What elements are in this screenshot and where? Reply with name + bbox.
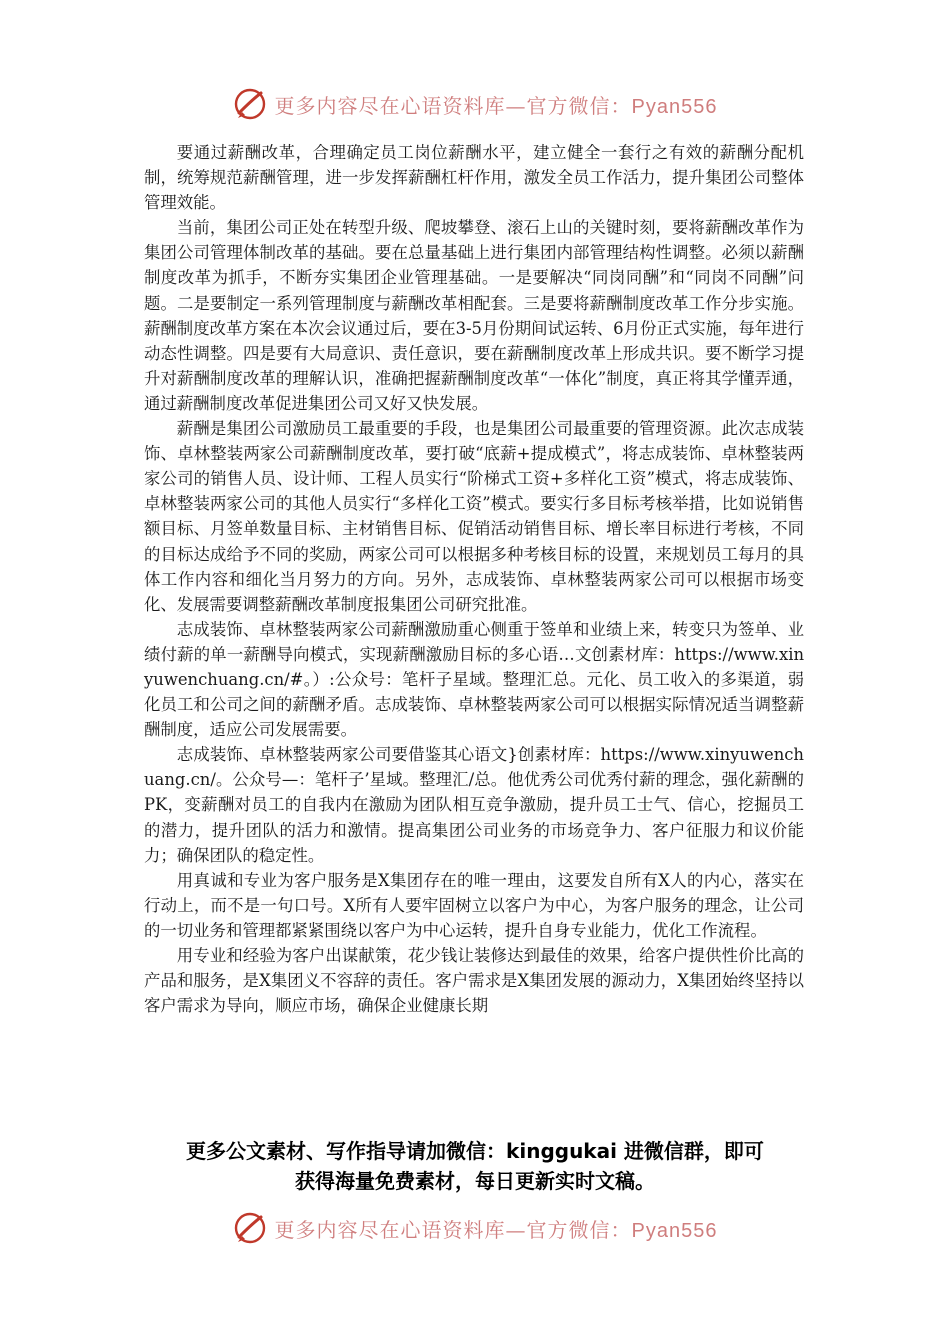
- banner-text: 更多内容尽在心语资料库—官方微信：Pyan556: [274, 93, 718, 118]
- footer-note-line-2: 获得海量免费素材，每日更新实时文稿。: [295, 1169, 655, 1193]
- header-banner: [0, 84, 950, 124]
- paragraph-4: 志成装饰、卓林整装两家公司薪酬激励重心侧重于签单和业绩上来，转变只为签单、业绩付薪的单一薪酬导向模式，实现薪酬激励目标的多心语…文创素材库：https://www.xinyuwenchuang.cn/#。）:公众号：笔杆子星域。整理汇总。元化、员工收入的多渠道，弱化员工和公司之间的薪酬矛盾。志成装饰、卓林整装两家公司可以根据实际情况适当调整薪酬制度，适应公司发展需要。: [144, 619, 804, 740]
- wechat-id: Pyan556: [631, 1219, 718, 1242]
- wechat-id: Pyan556: [631, 95, 718, 118]
- paragraph-2: 当前，集团公司正处在转型升级、爬坡攀登、滚石上山的关键时刻，要将薪酬改革作为集团公司管理体制改革的基础。要在总量基础上进行集团内部管理结构性调整。必须以薪酬制度改革为抓手，不断夯实集团企业管理基础。一是要解决“同岗同酬”和“同岗不同酬”问题。二是要制定一系列管理制度与薪酬改革相配套。三是要将薪酬制度改革工作分步实施。薪酬制度改革方案在本次会议通过后，要在3-5月份期间试运转、6月份正式实施，每年进行动态性调整。四是要有大局意识、责任意识，要在薪酬制度改革上形成共识。要不断学习提升对薪酬制度改革的理解认识，准确把握薪酬制度改革“一体化”制度，真正将其学懂弄通，通过薪酬制度改革促进集团公司又好又快发展。: [144, 218, 804, 413]
- paragraph-5: 志成装饰、卓林整装两家公司要借鉴其心语文}创素材库：https://www.xinyuwenchuang.cn/。公众号—：笔杆子’星域。整理汇/总。他优秀公司优秀付薪的理念，强化薪酬的PK，变薪酬对员工的自我内在激励为团队相互竞争激励，提升员工士气、信心，挖掘员工的潜力，提升团队的活力和激情。提高集团公司业务的市场竞争力、客户征服力和议价能力；确保团队的稳定性。: [144, 745, 804, 865]
- footer-note: [120, 1136, 830, 1196]
- pen-logo-icon: [233, 1211, 267, 1245]
- banner-text: 更多内容尽在心语资料库—官方微信：Pyan556: [274, 1217, 718, 1242]
- paragraph-6: 用真诚和专业为客户服务是X集团存在的唯一理由，这要发自所有X人的内心，落实在行动上，而不是一句口号。X所有人要牢固树立以客户为中心，为客户服务的理念，让公司的一切业务和管理都紧紧围绕以客户为中心运转，提升自身专业能力，优化工作流程。: [144, 870, 804, 940]
- paragraph-3: 薪酬是集团公司激励员工最重要的手段，也是集团公司最重要的管理资源。此次志成装饰、卓林整装两家公司薪酬制度改革，要打破“底薪+提成模式”，将志成装饰、卓林整装两家公司的销售人员、设计师、工程人员实行“阶梯式工资+多样化工资”模式，将志成装饰、卓林整装两家公司的其他人员实行“多样化工资”模式。要实行多目标考核举措，比如说销售额目标、月签单数量目标、主材销售目标、促销活动销售目标、增长率目标进行考核，不同的目标达成给予不同的奖励，两家公司可以根据多种考核目标的设置，来规划员工每月的具体工作内容和细化当月努力的方向。另外，志成装饰、卓林整装两家公司可以根据市场变化、发展需要调整薪酬改革制度报集团公司研究批准。: [144, 419, 804, 614]
- footer-note-line-1: 更多公文素材、写作指导请加微信：kinggukai 进微信群，即可: [186, 1139, 764, 1163]
- footer-banner: [0, 1208, 950, 1248]
- paragraph-7: 用专业和经验为客户出谋献策，花少钱让装修达到最佳的效果，给客户提供性价比高的产品和服务，是X集团义不容辞的责任。客户需求是X集团发展的源动力，X集团始终坚持以客户需求为导向，顺应市场，确保企业健康长期: [144, 946, 804, 1016]
- paragraph-1: 要通过薪酬改革，合理确定员工岗位薪酬水平，建立健全一套行之有效的薪酬分配机制，统筹规范薪酬管理，进一步发挥薪酬杠杆作用，激发全员工作活力，提升集团公司整体管理效能。: [144, 143, 804, 213]
- pen-logo-icon: [233, 87, 267, 121]
- document-body: [144, 140, 804, 1018]
